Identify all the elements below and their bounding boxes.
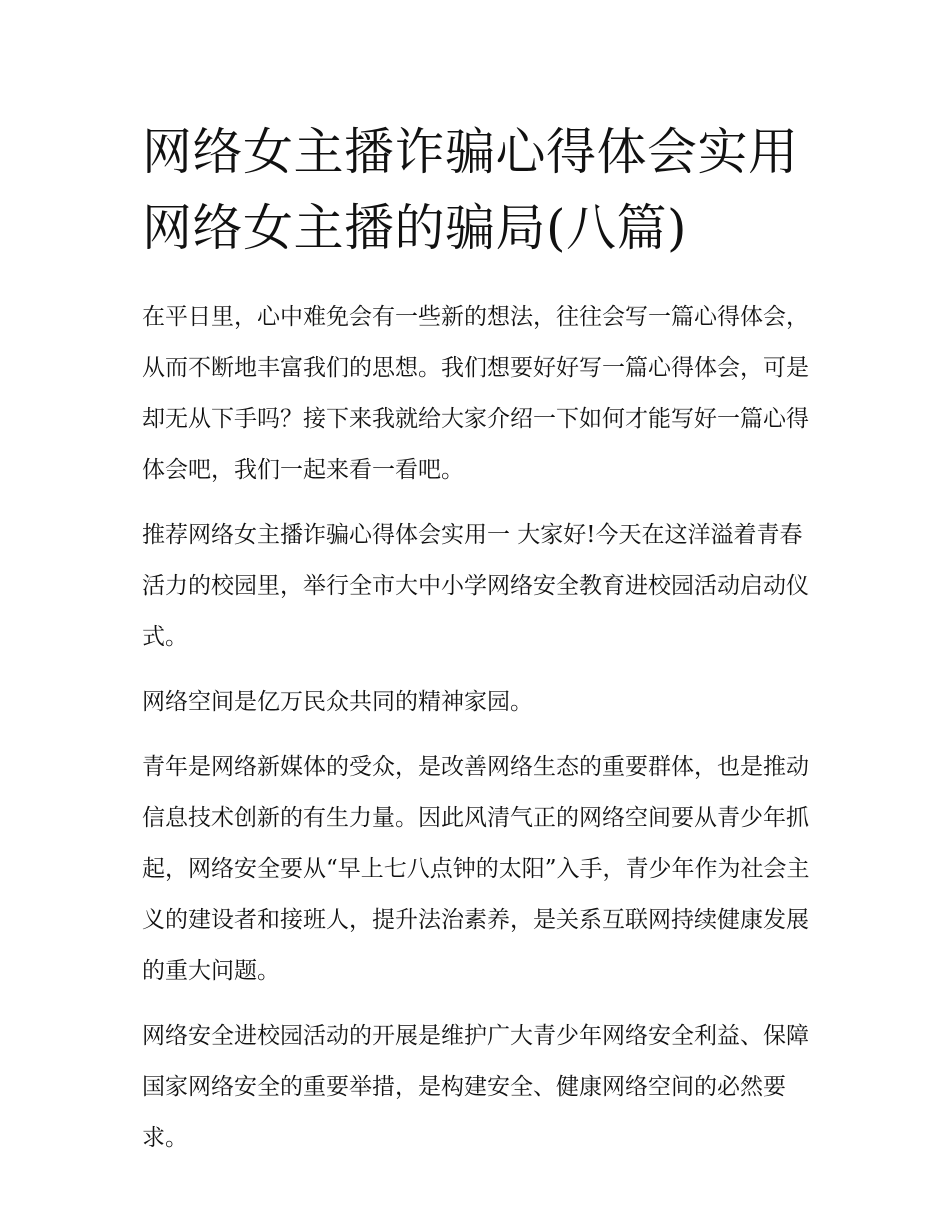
- body-paragraph: 青年是网络新媒体的受众，是改善网络生态的重要群体，也是推动信息技术创新的有生力量。因此风清气正的网络空间要从青少年抓起，网络安全要从“早上七八点钟的太阳”入手，青少年作为社会主义的建设者和接班人，提升法治素养，是关系互联网持续健康发展的重大问题。: [142, 754, 810, 984]
- body-paragraph: 网络空间是亿万民众共同的精神家园。: [142, 689, 533, 715]
- document-body: [142, 114, 817, 1164]
- body-paragraph: 推荐网络女主播诈骗心得体会实用一 大家好!今天在这洋溢着青春活力的校园里，举行全市大中小学网络安全教育进校园活动启动仪式。: [142, 522, 809, 650]
- intro-paragraph: 在平日里，心中难免会有一些新的想法，往往会写一篇心得体会，从而不断地丰富我们的思想。我们想要好好写一篇心得体会，可是却无从下手吗？接下来我就给大家介绍一下如何才能写好一篇心得体会吧，我们一起来看一看吧。: [142, 304, 809, 483]
- document-title: 网络女主播诈骗心得体会实用网络女主播的骗局(八篇): [142, 123, 799, 257]
- body-paragraph: 网络安全进校园活动的开展是维护广大青少年网络安全利益、保障国家网络安全的重要举措，是构建安全、健康网络空间的必然要求。: [142, 1023, 809, 1151]
